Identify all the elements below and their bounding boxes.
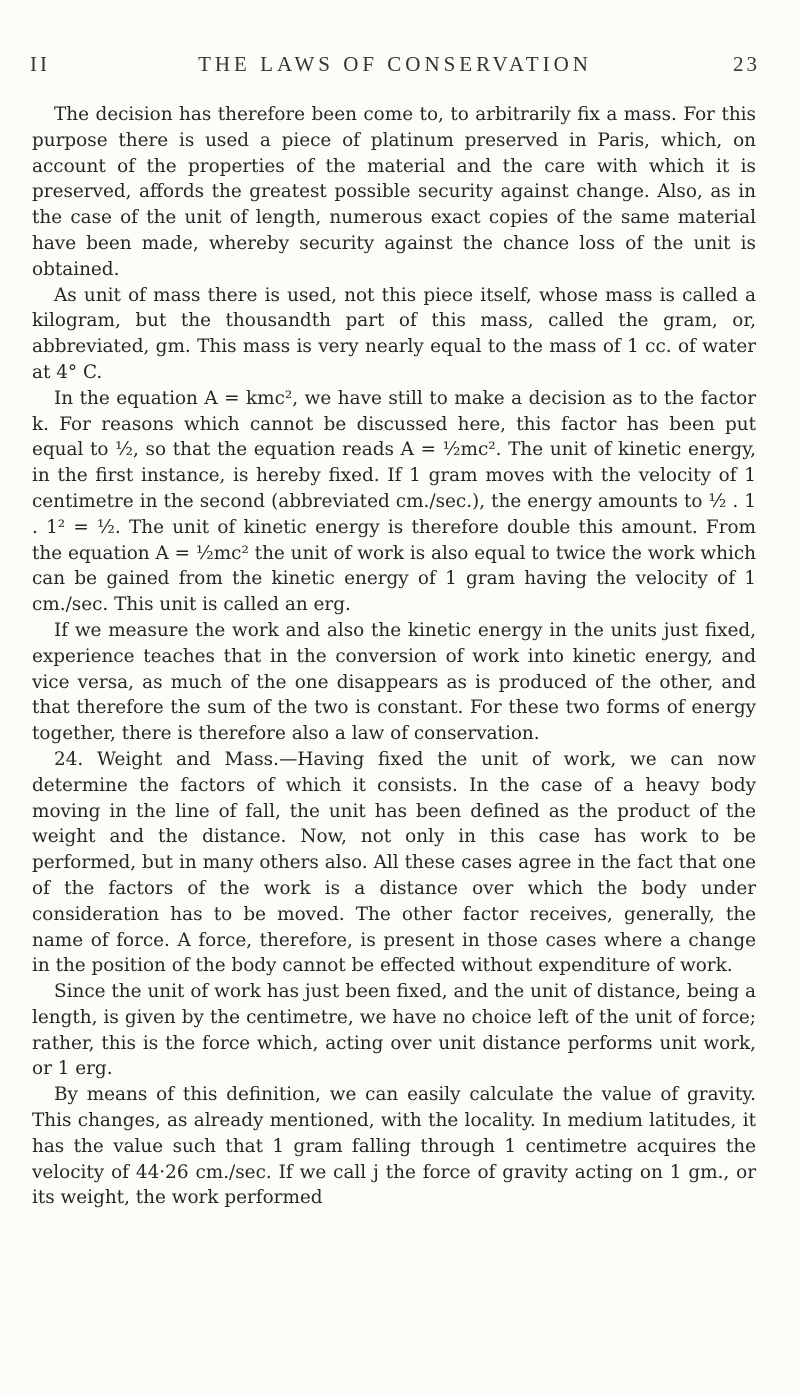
paragraph: If we measure the work and also the kinetic energy in the units just fixed, experience teaches that in the conversion of work into kinetic energy, and vice versa, as much of the one disappears as is produced of the other, and that therefore the sum of the two is constant. For these two forms of energy together, there is therefore also a law of conservation. (32, 619, 756, 745)
paragraph: By means of this definition, we can easily calculate the value of gravity. This changes, as already mentioned, with the locality. In medium latitudes, it has the value such that 1 gram falling through 1 centimetre acquires the velocity of 44·26 cm./sec. If we call j the force of gravity acting on 1 gm., or its weight, the work performed (32, 1084, 756, 1209)
page-number: 23 (733, 52, 760, 76)
running-head (30, 52, 760, 77)
body-text (32, 102, 756, 1211)
paragraph: The decision has therefore been come to, to arbitrarily fix a mass. For this purpose there is used a piece of platinum preserved in Paris, which, on account of the properties of the material and the care with which it is preserved, affords the greatest possible security against change. Also, as in the case of the unit of length, numerous exact copies of the same material have been made, whereby security against the chance loss of the unit is obtained. (32, 104, 756, 280)
paragraph: Since the unit of work has just been fixed, and the unit of distance, being a length, is given by the centimetre, we have no choice left of the unit of force; rather, this is the force which, acting over unit distance performs unit work, or 1 erg. (32, 981, 756, 1080)
running-title: THE LAWS OF CONSERVATION (198, 52, 592, 76)
chapter-number: II (30, 52, 50, 76)
paragraph: As unit of mass there is used, not this piece itself, whose mass is called a kilogram, but the thousandth part of this mass, called the gram, or, abbreviated, gm. This mass is very nearly equal to the mass of 1 cc. of water at 4° C. (32, 284, 756, 383)
section-paragraph: 24. Weight and Mass.—Having fixed the unit of work, we can now determine the factors of which it consists. In the case of a heavy body moving in the line of fall, the unit has been defined as the product of the weight and the distance. Now, not only in this case has work to be performed, but in many others also. All these cases agree in the fact that one of the factors of the work is a distance over which the body under consideration has to be moved. The other factor receives, generally, the name of force. A force, therefore, is present in those cases where a change in the position of the body cannot be effected without expenditure of work. (32, 748, 756, 977)
paragraph: In the equation A = kmc², we have still to make a decision as to the factor k. For reasons which cannot be discussed here, this factor has been put equal to ½, so that the equation reads A = ½mc². The unit of kinetic energy, in the first instance, is hereby fixed. If 1 gram moves with the velocity of 1 centimetre in the second (abbreviated cm./sec.), the energy amounts to ½ . 1 . 1² = ½. The unit of kinetic energy is therefore double this amount. From the equation A = ½mc² the unit of work is also equal to twice the work which can be gained from the kinetic energy of 1 gram having the velocity of 1 cm./sec. This unit is called an erg. (32, 387, 756, 616)
